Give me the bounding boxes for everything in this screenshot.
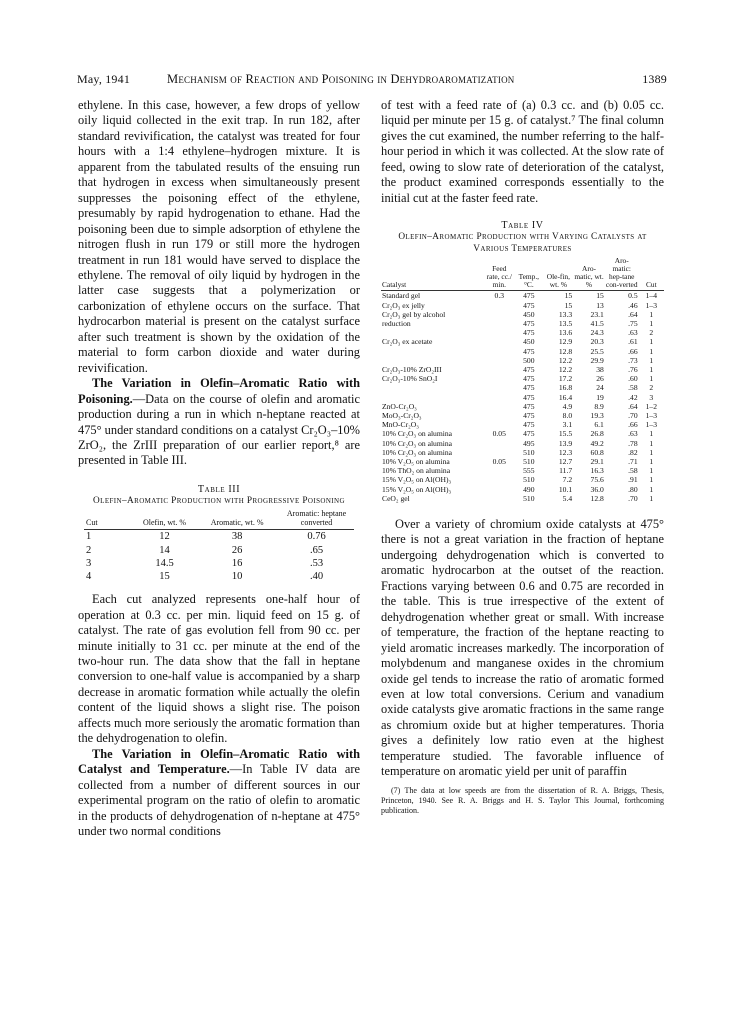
table-cell: .42 <box>628 392 638 402</box>
table-cell: 10% Cr₂O₃ on alumina <box>382 438 453 448</box>
paragraph-text: —Data on the course of olefin and aromatic production during a run in which n-heptane reacted at 475° under standard conditions on a catalyst Cr₂O₃–10% ZrO₂, the ZrIII preparation of our earlier report,⁸ are presented in Table III. <box>78 391 360 468</box>
table-cell: 1–4 <box>645 291 657 301</box>
table-cell: 29.9 <box>590 355 604 365</box>
table-cell: 15 <box>564 300 573 310</box>
running-head <box>77 72 667 88</box>
table-cell: 16 <box>231 557 243 569</box>
table-cell <box>484 328 514 337</box>
table-cell: 1–3 <box>645 411 657 420</box>
table-cell: 49.2 <box>590 438 604 448</box>
table-cell: 36.0 <box>590 484 604 494</box>
table-cell <box>484 301 514 310</box>
table-cell: 3 <box>649 392 654 402</box>
table-cell: 510 <box>523 447 535 457</box>
table-cell <box>484 485 514 494</box>
table-cell: Cr₂O₃ ex acetate <box>382 337 433 347</box>
table-cell <box>484 319 514 328</box>
table-cell <box>484 448 514 457</box>
table-cell: .63 <box>628 429 638 439</box>
table-cell: 10% Cr₂O₃ on alumina <box>382 429 453 439</box>
right-column <box>381 98 664 816</box>
table-cell <box>484 310 514 319</box>
table-cell: .60 <box>628 374 638 384</box>
table-cell: 1 <box>649 355 654 365</box>
column-header: Aromatic, wt. % <box>210 517 264 527</box>
table-cell: 12.3 <box>558 447 573 457</box>
table-cell: 12.8 <box>558 346 573 356</box>
table-cell: 4.9 <box>562 401 573 411</box>
table-cell: 15% V₂O₅ on Al(OH)₃ <box>382 484 452 494</box>
footnote: (7) The data at low speeds are from the dissertation of R. A. Briggs, Thesis, Princeton, 1940. See R. A. Briggs and H. S. Taylor This Journal, forthcoming publication. <box>381 785 664 815</box>
table-cell: 19.3 <box>590 411 604 420</box>
table-cell: 16.4 <box>558 392 573 402</box>
table-row <box>381 393 664 402</box>
issue-date: May, 1941 <box>77 72 131 86</box>
table-cell: 8.9 <box>594 401 604 411</box>
section-paragraph <box>78 747 360 840</box>
table-cell <box>484 347 514 356</box>
table-cell: 2 <box>86 544 92 556</box>
table-cell: 14 <box>159 544 170 556</box>
table-cell: 12 <box>159 531 170 543</box>
table-cell: .63 <box>628 328 638 338</box>
table-cell: 15% V₂O₅ on Al(OH)₃ <box>382 475 452 485</box>
column-header: Cut <box>645 279 657 289</box>
table-cell: 15 <box>564 291 573 301</box>
table-row <box>381 411 664 420</box>
table-cell: .66 <box>628 420 638 430</box>
table-cell: 475 <box>523 318 535 328</box>
table-cell <box>484 494 514 503</box>
table-row <box>381 457 664 466</box>
table-cell: 475 <box>523 420 535 430</box>
table-cell: Cr₂O₃ ex jelly <box>382 300 425 310</box>
column-header: Feed rate, cc./ min. <box>486 263 512 289</box>
table-cell: 1 <box>649 438 654 448</box>
table-cell: 10% Cr₂O₃ on alumina <box>382 447 453 457</box>
table-row <box>381 448 664 457</box>
table-cell: Standard gel <box>382 291 421 301</box>
table-body <box>381 291 664 503</box>
table-cell: 10% ThO₂ on alumina <box>382 466 451 476</box>
table-cell: 12.2 <box>558 364 573 374</box>
table-cell <box>484 393 514 402</box>
table-cell: 2 <box>649 383 654 393</box>
running-title: Mechanism of Reaction and Poisoning in Dehydroaromatization <box>167 72 515 86</box>
table-cell <box>484 466 514 475</box>
table-cell: .73 <box>628 355 638 365</box>
table-cell: 475 <box>523 429 535 439</box>
table-cell: 13.5 <box>558 318 573 328</box>
table-cell: 475 <box>523 328 535 338</box>
table-cell <box>484 337 514 346</box>
column-header: Catalyst <box>382 279 407 289</box>
table-cell: 0.76 <box>307 531 326 543</box>
table-cell: 1 <box>86 531 92 543</box>
table-cell: .65 <box>309 544 324 556</box>
table-cell: 12.7 <box>558 457 573 467</box>
table-cell: 1 <box>649 484 654 494</box>
table-cell: .70 <box>628 411 638 420</box>
table-cell: 13.9 <box>558 438 573 448</box>
table-row <box>381 429 664 438</box>
table-cell: 14.5 <box>155 557 174 569</box>
table-cell <box>381 328 484 337</box>
table-cell: 24 <box>596 383 604 393</box>
table-row <box>84 544 354 557</box>
table-cell: 4 <box>86 570 92 582</box>
table-cell: 1 <box>649 447 654 457</box>
table-cell: MnO-Cr₂O₃ <box>382 420 419 430</box>
table-cell <box>484 420 514 429</box>
table-row <box>381 328 664 337</box>
left-column <box>78 98 360 839</box>
table-cell: 3.1 <box>562 420 573 430</box>
table-cell: 12.8 <box>590 493 604 503</box>
table-cell: Cr₂O₃ gel by alcohol <box>382 309 446 319</box>
table-cell: 15.5 <box>558 429 573 439</box>
table-cell: .71 <box>628 457 638 467</box>
table-cell: 475 <box>523 411 535 420</box>
column-header: Cut <box>86 517 98 527</box>
table-cell: 1 <box>649 457 654 467</box>
table-cell <box>381 383 484 392</box>
table-cell: .64 <box>628 309 638 319</box>
table-cell: 475 <box>523 392 535 402</box>
table-row <box>381 402 664 411</box>
table-iii <box>84 510 354 583</box>
table-cell: 15 <box>596 291 604 301</box>
table-cell: Cr₂O₃-10% SnO₂I <box>382 374 438 384</box>
table-cell: 490 <box>523 484 535 494</box>
table-cell: .61 <box>628 337 638 347</box>
table-row <box>381 310 664 319</box>
table-cell: .80 <box>628 484 638 494</box>
table-cell: 510 <box>523 475 535 485</box>
table-body <box>84 530 354 583</box>
table-cell: MoO₃-Cr₂O₃ <box>382 411 422 420</box>
table-cell: 16.3 <box>590 466 604 476</box>
table-title: Olefin–Aromatic Production with Progressive Poisoning <box>93 495 345 506</box>
table-cell <box>381 347 484 356</box>
table-cell: 13.6 <box>558 328 573 338</box>
table-cell: 15 <box>159 570 170 582</box>
table-cell: 1 <box>649 493 654 503</box>
table-cell: 1 <box>649 429 654 439</box>
table-cell: 13 <box>596 300 604 310</box>
table-cell: 475 <box>523 364 535 374</box>
table-row <box>381 365 664 374</box>
table-row <box>381 319 664 328</box>
paragraph: Each cut analyzed represents one-half hour of operation at 0.3 cc. per min. liquid feed on 15 g. of catalyst. The rate of gas evolution fell from 90 cc. per minute initially to 31 cc. per minute at the end of the two-hour run. The data show that the fall in heptane conversion to one-half value is accompanied by a sharp decrease in aromatic formation while actually the olefin content of the liquid shows a slight rise. The poison affects much more seriously the aromatic formation than the dehydrogenation to olefin. <box>78 592 360 746</box>
column-header: Aromatic: heptane converted <box>286 509 347 527</box>
table-cell: 26.8 <box>590 429 604 439</box>
section-heading: The Variation in Olefin–Aromatic Ratio with Poisoning. <box>78 376 360 406</box>
table-cell: 10.1 <box>558 484 573 494</box>
table-row <box>381 439 664 448</box>
table-cell: ZnO-Cr₂O₃ <box>382 401 417 411</box>
table-cell: .58 <box>628 383 638 393</box>
page-number: 1389 <box>642 72 667 86</box>
column-header: Aro-matic: hep-tane con-verted <box>605 256 638 289</box>
table-row <box>381 494 664 503</box>
table-row <box>381 301 664 310</box>
table-cell: 0.05 <box>492 429 506 439</box>
table-cell: .66 <box>628 346 638 356</box>
table-cell: 1 <box>649 337 654 347</box>
table-cell: 24.3 <box>590 328 604 338</box>
table-cell: 5.4 <box>562 493 573 503</box>
table-cell: CeO₂ gel <box>382 493 410 503</box>
table-cell: 475 <box>523 300 535 310</box>
table-cell <box>381 356 484 365</box>
table-cell: 475 <box>523 374 535 384</box>
table-cell: 1 <box>649 346 654 356</box>
table-row <box>84 570 354 583</box>
table-cell: 6.1 <box>594 420 604 430</box>
table-cell: 495 <box>523 438 535 448</box>
table-cell <box>484 365 514 374</box>
table-cell <box>484 356 514 365</box>
table-row <box>84 530 354 544</box>
column-header: Olefin, wt. % <box>142 517 187 527</box>
table-cell: 500 <box>523 355 535 365</box>
table-cell: 1 <box>649 374 654 384</box>
table-label: Table III <box>197 483 241 495</box>
column-header: Temp., °C. <box>518 271 540 289</box>
table-cell: .64 <box>628 401 638 411</box>
table-cell: .46 <box>628 300 638 310</box>
table-cell: 60.8 <box>590 447 604 457</box>
column-header: Ole-fin, wt. % <box>546 271 570 289</box>
table-cell <box>381 393 484 402</box>
table-cell: 12.2 <box>558 355 573 365</box>
table-cell: 510 <box>523 457 535 467</box>
table-cell: 0.5 <box>628 291 638 301</box>
paragraph-text: —In Table IV data are collected from a number of different sources in our experimental program on the ratio of olefin to aromatic in the products of dehydrogenation of n-heptane at 475° under two normal conditions <box>78 762 360 838</box>
table-cell: .82 <box>628 447 638 457</box>
table-row <box>381 374 664 383</box>
table-cell: 3 <box>86 557 92 569</box>
table-cell: 1 <box>649 318 654 328</box>
paragraph: Over a variety of chromium oxide catalysts at 475° there is not a great variation in the fraction of heptane undergoing dehydrogenation which is converted to aromatic hydrocarbon at the outset of the reaction. Fractions varying between 0.6 and 0.75 are recorded in the table. This is true irrespective of the extent of dehydrogenation whether great or small. With increase of temperature, the fraction of the heptane reacting to yield aromatic increases markedly. The incorporation of molybdenum and manganese oxides in the chromium oxide gel tends to increase the ratio of aromatic formed even at low total conversions. Cerium and vanadium oxide catalysts give aromatic fractions in the same range as chromium oxide but at higher temperatures. Thoria gives a definitely low ratio even at the highest temperature studied. The favorable influence of temperature on aromatic yield per unit of paraffin <box>381 517 664 779</box>
column-header: Aro-matic, wt. % <box>574 263 604 289</box>
table-cell: 1–3 <box>645 420 657 430</box>
table-cell: 0.3 <box>494 291 505 301</box>
table-row <box>381 356 664 365</box>
table-cell: .78 <box>628 438 638 448</box>
table-cell: 2 <box>649 328 654 338</box>
table-cell: 450 <box>523 337 535 347</box>
table-cell: .40 <box>309 570 324 582</box>
table-cell: .91 <box>628 475 638 485</box>
table-cell: 1 <box>649 466 654 476</box>
table-cell: 475 <box>523 401 535 411</box>
table-cell: 38 <box>596 364 604 374</box>
table-cell: reduction <box>382 318 411 328</box>
table-row <box>381 475 664 484</box>
table-cell: 510 <box>523 493 535 503</box>
table-cell: 8.0 <box>562 411 573 420</box>
table-cell <box>484 475 514 484</box>
table-cell <box>484 402 514 411</box>
table-label: Table IV <box>501 220 544 232</box>
table-row <box>381 291 664 301</box>
section-heading: The Variation in Olefin–Aromatic Ratio with Catalyst and Temperature. <box>78 746 360 777</box>
table-row <box>381 383 664 392</box>
table-cell: .70 <box>628 493 638 503</box>
table-cell: 38 <box>231 531 243 543</box>
table-cell: 16.8 <box>558 383 573 393</box>
table-cell: 1 <box>649 309 654 319</box>
table-cell <box>484 383 514 392</box>
table-cell: 41.5 <box>590 318 604 328</box>
table-cell: 7.2 <box>562 475 573 485</box>
table-row <box>381 337 664 346</box>
table-cell <box>484 439 514 448</box>
table-cell: 75.6 <box>590 475 604 485</box>
table-cell: 25.5 <box>590 346 604 356</box>
table-cell: 1–2 <box>645 401 657 411</box>
table-row <box>381 420 664 429</box>
paragraph: ethylene. In this case, however, a few drops of yellow oily liquid collected in the exit trap. In run 182, after standard revivification, the catalyst was treated for four hours with a 1:4 ethylene–hydrogen mixture. It is apparent from the tabulated results of the ensuing run that hydrogen in excess when simultaneously present suppresses the poisoning effect of the ethylene, presumably by rapid hydrogenation to ethane. Had the poisoning been due to simple adsorption of ethylene the nitrogen flush in run 179 or still more the hydrogen treatment in run 181 would have served to displace the ethylene. The removal of oily liquid by hydrogen in the latter case suggests that a polymerization or carbonization of ethylene occurs on the surface. That hydrocarbon material is present on the catalyst surface after such treatment is shown by the oxidation of the material to form carbon dioxide and water during revivification. <box>78 98 360 375</box>
table-row <box>84 557 354 570</box>
table-title: Olefin–Aromatic Production with Varying Catalysts at Various Temperatures <box>398 232 647 254</box>
table-row <box>381 466 664 475</box>
table-cell: 10% V₂O₅ on alumina <box>382 457 450 467</box>
table-cell: 10 <box>231 570 243 582</box>
table-cell: .76 <box>628 364 638 374</box>
table-cell: 1 <box>649 364 654 374</box>
table-row <box>381 347 664 356</box>
table-cell: .75 <box>628 318 638 328</box>
table-cell: 26 <box>231 544 243 556</box>
table-cell: 20.3 <box>590 337 604 347</box>
table-cell: Cr₂O₃-10% ZrO₂III <box>382 364 442 374</box>
table-cell: 26 <box>596 374 604 384</box>
table-iv <box>381 257 664 503</box>
table-cell: 23.1 <box>590 309 604 319</box>
table-cell: 29.1 <box>590 457 604 467</box>
table-cell <box>484 374 514 383</box>
paragraph: of test with a feed rate of (a) 0.3 cc. and (b) 0.05 cc. liquid per minute per 15 g. of catalyst.⁷ The final column gives the cut examined, the number referring to the half-hour period in which it was collected. At the slow rate of feed, owing to slow rate of deterioration of the catalyst, the product examined corresponds essentially to the initial cut at the faster feed rate. <box>381 98 664 205</box>
table-cell: .58 <box>628 466 638 476</box>
table-cell: 12.9 <box>558 337 573 347</box>
table-cell: 0.05 <box>492 457 506 467</box>
table-cell: 19 <box>596 392 604 402</box>
table-cell: 13.3 <box>558 309 573 319</box>
table-cell: 1 <box>649 475 654 485</box>
table-cell: 17.2 <box>558 374 573 384</box>
table-cell: 11.7 <box>559 466 573 476</box>
section-paragraph <box>78 376 360 469</box>
table-cell: .53 <box>309 557 324 569</box>
table-cell: 555 <box>523 466 535 476</box>
table-cell: 450 <box>523 309 535 319</box>
table-cell: 475 <box>523 291 535 301</box>
table-cell: 475 <box>523 383 535 393</box>
table-cell <box>484 411 514 420</box>
table-row <box>381 485 664 494</box>
table-cell: 475 <box>523 346 535 356</box>
table-cell: 1–3 <box>645 300 657 310</box>
